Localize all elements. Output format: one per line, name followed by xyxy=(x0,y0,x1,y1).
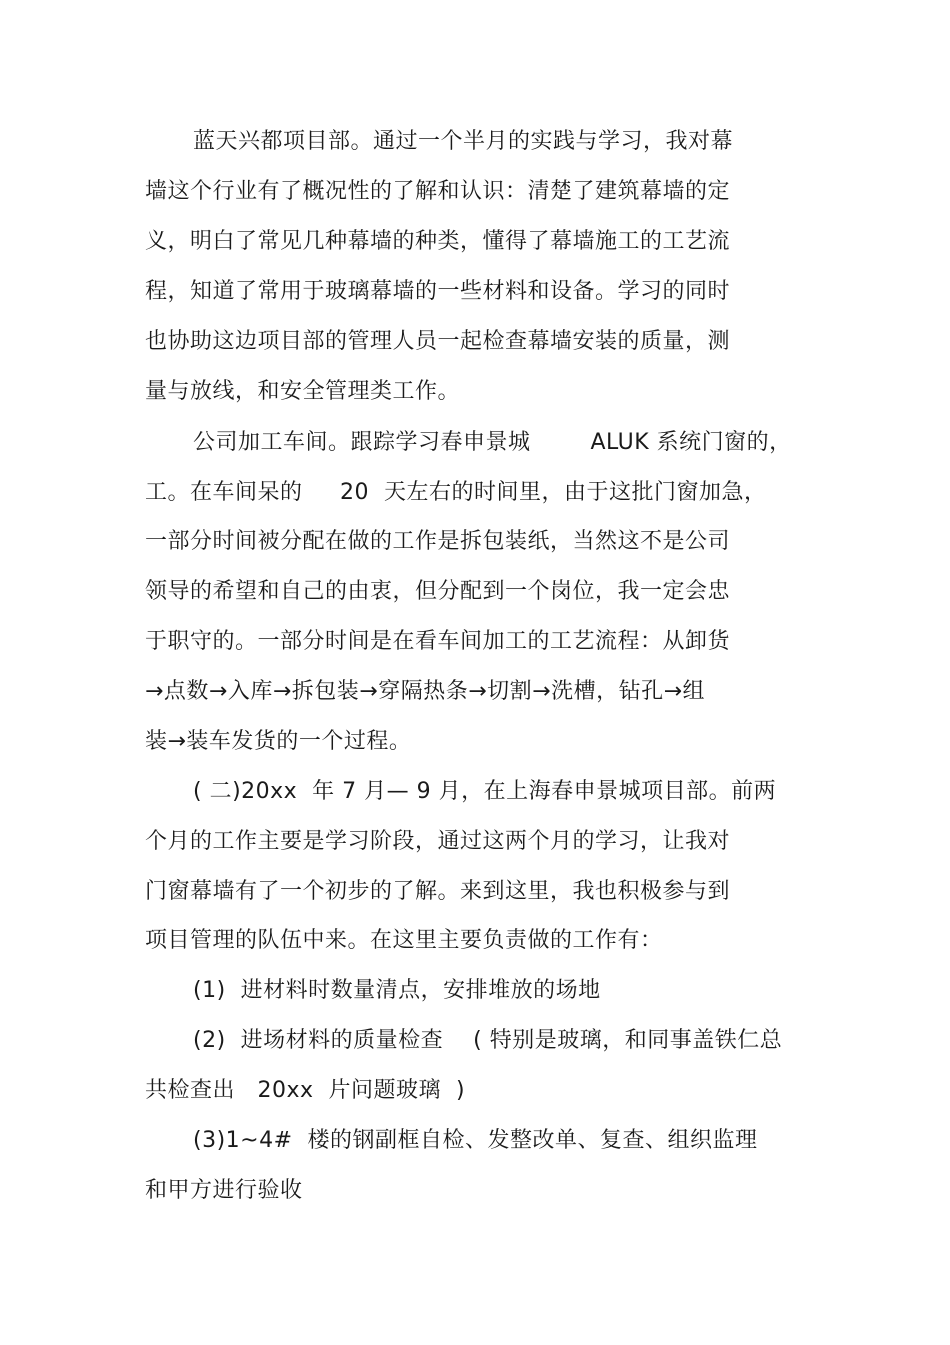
paragraph-line: 装→装车发货的一个过程。 xyxy=(145,729,412,754)
paragraph-line: →点数→入库→拆包装→穿隔热条→切割→洗槽，钻孔→组 xyxy=(145,679,706,704)
paragraph-line: 公司加工车间。跟踪学习春申景城 ALUK 系统门窗的， xyxy=(193,430,792,455)
paragraph-line: 也协助这边项目部的管理人员一起检查幕墙安装的质量，测 xyxy=(145,329,731,354)
list-item-continuation: 和甲方进行验收 xyxy=(145,1178,303,1203)
paragraph-line: 个月的工作主要是学习阶段，通过这两个月的学习，让我对 xyxy=(145,829,731,854)
paragraph-line: 工。在车间呆的 20 天左右的时间里，由于这批门窗加急， xyxy=(145,480,767,505)
paragraph-line: 墙这个行业有了概况性的了解和认识：清楚了建筑幕墙的定 xyxy=(145,179,731,204)
paragraph-line: 量与放线，和安全管理类工作。 xyxy=(145,379,461,404)
paragraph-line: 领导的希望和自己的由衷，但分配到一个岗位，我一定会忠 xyxy=(145,579,731,604)
paragraph-line: 项目管理的队伍中来。在这里主要负责做的工作有： xyxy=(145,928,663,953)
paragraph-line: 于职守的。一部分时间是在看车间加工的工艺流程：从卸货 xyxy=(145,629,731,654)
list-item: (1) 进材料时数量清点，安排堆放的场地 xyxy=(193,978,601,1003)
paragraph-line: ( 二)20xx 年 7 月— 9 月，在上海春申景城项目部。前两 xyxy=(193,779,777,804)
paragraph-line: 程，知道了常用于玻璃幕墙的一些材料和设备。学习的同时 xyxy=(145,279,731,304)
paragraph-line: 义，明白了常见几种幕墙的种类，懂得了幕墙施工的工艺流 xyxy=(145,229,731,254)
list-item: (2) 进场材料的质量检查 ( 特别是玻璃，和同事盖铁仁总 xyxy=(193,1028,783,1053)
paragraph-line: 蓝天兴都项目部。通过一个半月的实践与学习，我对幕 xyxy=(193,129,734,154)
list-item: (3)1~4# 楼的钢副框自检、发整改单、复查、组织监理 xyxy=(193,1128,758,1153)
list-item-continuation: 共检查出 20xx 片问题玻璃 ) xyxy=(145,1078,466,1103)
paragraph-line: 一部分时间被分配在做的工作是拆包装纸，当然这不是公司 xyxy=(145,529,731,554)
paragraph-line: 门窗幕墙有了一个初步的了解。来到这里，我也积极参与到 xyxy=(145,879,731,904)
